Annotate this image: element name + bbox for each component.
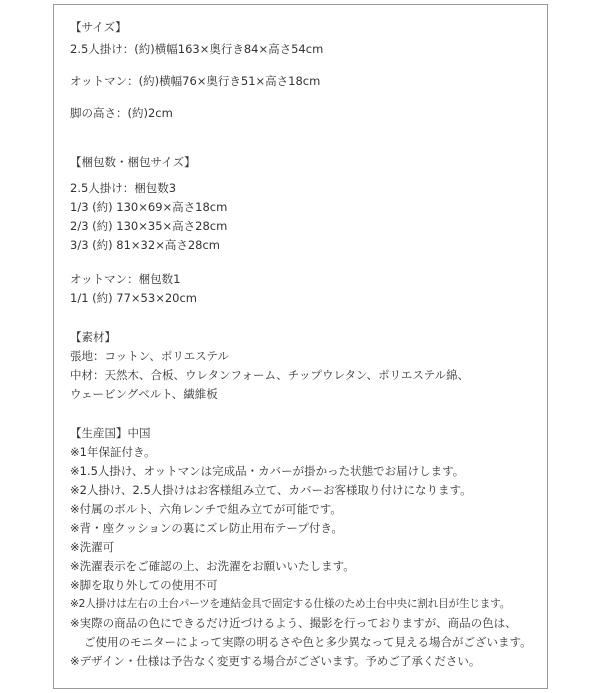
package-heading: 【梱包数・梱包サイズ】 [70, 155, 196, 169]
origin-heading: 【生産国】中国 [70, 426, 151, 440]
note-item: ※2人掛け、2.5人掛けはお客様組み立て、カバーお客様取り付けになります。 [70, 483, 472, 497]
material-upholstery: 張地：コットン、ポリエステル [70, 349, 229, 363]
note-item: ※1.5人掛け、オットマンは完成品・カバーが掛かった状態でお届けします。 [70, 464, 465, 478]
note-item: ※2人掛けは左右の土台パーツを連結金具で固定する仕様のため土台中央に割れ目が生じます。 [70, 598, 511, 610]
size-leg: 脚の高さ：(約)2cm [70, 106, 173, 120]
package-sofa-item: 1/3 (約) 130×69×高さ18cm [70, 200, 228, 214]
note-item: ※洗濯表示をご確認の上、お洗濯をお願いいたします。 [70, 559, 355, 573]
note-item: ※デザイン・仕様は予告なく変更する場合がございます。予めご了承ください。 [70, 654, 481, 668]
material-filling: 中材：天然木、合板、ウレタンフォーム、チップウレタン、ポリエステル綿、 [70, 368, 470, 382]
note-item: ※付属のボルト、六角レンチで組み立てが可能です。 [70, 502, 342, 516]
note-item: ※洗濯可 [70, 540, 115, 554]
material-heading: 【素材】 [70, 330, 116, 344]
package-sofa-item: 3/3 (約) 81×32×高さ28cm [70, 238, 220, 252]
note-item: ※実際の商品の色にできるだけ近づけるよう、撮影を行っておりますが、商品の色は、 [70, 616, 517, 630]
note-item: ※脚を取り外しての使用不可 [70, 578, 218, 592]
note-item: ※背・座クッションの裏にズレ防止用布テープ付き。 [70, 521, 343, 535]
note-item-continued: ご使用のモニターによって実際の明るさや色と多少異なって見える場合がございます。 [84, 635, 532, 649]
package-ottoman-item: 1/1 (約) 77×53×20cm [70, 291, 197, 305]
size-sofa: 2.5人掛け：(約)横幅163×奥行き84×高さ54cm [70, 42, 324, 56]
package-sofa-item: 2/3 (約) 130×35×高さ28cm [70, 219, 228, 233]
note-item: ※1年保証付き。 [70, 445, 156, 459]
material-filling: ウェービングベルト、繊維板 [70, 387, 218, 401]
size-ottoman: オットマン：(約)横幅76×奥行き51×高さ18cm [70, 74, 321, 88]
package-sofa-title: 2.5人掛け：梱包数3 [70, 181, 177, 195]
size-heading: 【サイズ】 [70, 20, 127, 34]
package-ottoman-title: オットマン：梱包数1 [70, 272, 181, 286]
